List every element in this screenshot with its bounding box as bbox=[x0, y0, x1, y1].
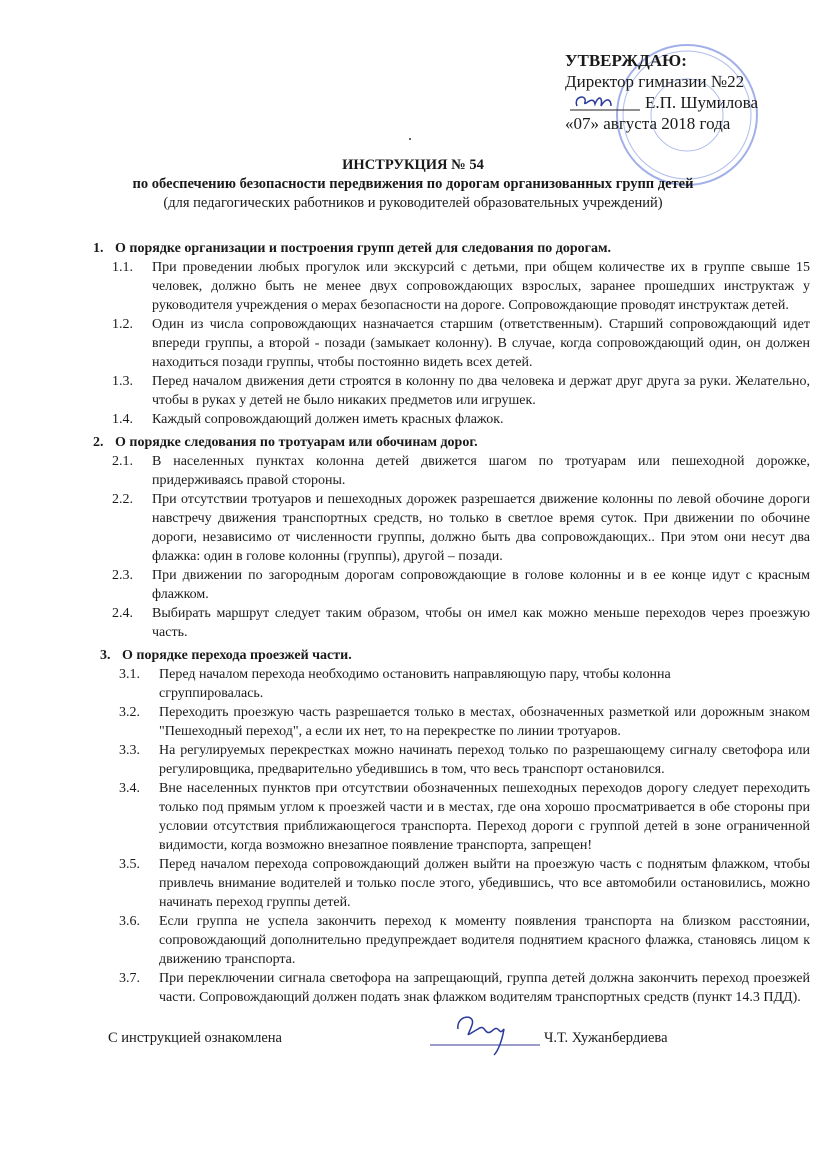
employee-signature bbox=[428, 1007, 543, 1057]
section-heading: 2. О порядке следования по тротуарам или обочинам дорог. bbox=[93, 435, 478, 450]
list-item: 3.1. Перед началом перехода необходимо остановить направляющую пару, чтобы колонна сгруппировалась. bbox=[119, 667, 671, 701]
list-item: 3.3. На регулируемых перекрестках можно начинать переход только по разрешающему сигналу светофора или регулировщика, предварительно убедившись в том, что весь транспорт остановился. bbox=[119, 743, 810, 777]
list-item: 3.2. Переходить проезжую часть разрешается только в местах, обозначенных разметкой или дорожным знаком "Пешеходный переход", а если их нет, то на перекрестке по линии тротуаров. bbox=[119, 705, 810, 739]
approval-title: УТВЕРЖДАЮ: bbox=[565, 51, 687, 70]
list-item: 2.3. При движении по загородным дорогам сопровождающие в голове колонны и в ее конце идут с красным флажком. bbox=[112, 568, 810, 602]
list-item: 3.5. Перед началом перехода сопровождающий должен выйти на проезжую часть с поднятым флажком, чтобы привлечь внимание водителей и только после этого, убедившись, что все автомобили остановились, можно начинать переход группы детей. bbox=[119, 857, 810, 910]
document-body bbox=[93, 239, 810, 1065]
section-2 bbox=[93, 433, 810, 642]
signer-name: Ч.Т. Хужанбердиева bbox=[544, 1030, 668, 1046]
document-title: ИНСТРУКЦИЯ № 54 bbox=[342, 157, 484, 173]
scan-dot bbox=[409, 138, 411, 140]
section-heading: 1. О порядке организации и построения групп детей для следования по дорогам. bbox=[93, 241, 612, 256]
list-item: 1.2. Один из числа сопровождающих назначается старшим (ответственным). Старший сопровождающий идет впереди группы, а второй - позади (замыкает колонну). В случае, когда сопровождающий один, он должен находиться позади группы, чтобы постоянно видеть всех детей. bbox=[112, 317, 810, 370]
list-item: 3.4. Вне населенных пунктов при отсутствии обозначенных пешеходных переходов дорогу следует переходить только под прямым углом к проезжей части и в местах, где она хорошо просматривается в обе стороны при условии отсутствия приближающегося транспорта. Переход дороги с группой детей в зоне ограниченной видимости, когда возможно внезапное появление транспорта, запрещен! bbox=[119, 781, 810, 853]
section-3 bbox=[100, 646, 810, 1007]
document-audience: (для педагогических работников и руководителей образовательных учреждений) bbox=[163, 195, 663, 211]
list-item: 2.2. При отсутствии тротуаров и пешеходных дорожек разрешается движение колонны по левой обочине дороги навстречу движения транспортных средств, но только в светлое время суток. При движении по обочине дороги, независимо от численности группы, должно быть два сопровождающих.. При этом они несут два флажка: один в голове колонны (группы), другой – позади. bbox=[112, 492, 810, 564]
footer bbox=[93, 1015, 810, 1065]
document-subtitle: по обеспечению безопасности передвижения по дорогам организованных групп детей bbox=[132, 176, 694, 192]
list-item: 2.1. В населенных пунктах колонна детей движется шагом по тротуарам или пешеходной дорожке, придерживаясь правой стороны. bbox=[112, 454, 810, 488]
list-item: 3.7. При переключении сигнала светофора на запрещающий, группа детей должна закончить переход проезжей части. Сопровождающий должен подать знак флажком водителям транспортных средств (пункт 14.3 ПДД). bbox=[119, 971, 810, 1005]
section-heading: 3. О порядке перехода проезжей части. bbox=[100, 648, 352, 663]
approval-name: Е.П. Шумилова bbox=[645, 93, 759, 112]
approval-position: Директор гимназии №22 bbox=[565, 72, 745, 91]
list-item: 2.4. Выбирать маршрут следует таким образом, чтобы он имел как можно меньше переходов через проезжую часть. bbox=[112, 606, 810, 640]
list-item: 3.6. Если группа не успела закончить переход к моменту появления транспорта на близком расстоянии, сопровождающий дополнительно предупреждает водителя поднятием красного флажка, становясь лицом к движению транспорта. bbox=[119, 914, 810, 967]
section-1 bbox=[93, 239, 810, 429]
list-item: 1.3. Перед началом движения дети строятся в колонну по два человека и держат друг друга за руки. Желательно, чтобы в руках у детей не было никаких предметов или игрушек. bbox=[112, 374, 810, 408]
list-item: 1.1. При проведении любых прогулок или экскурсий с детьми, при общем количестве их в группе свыше 15 человек, должно быть не менее двух сопровождающих взрослых, заранее прошедших инструктаж у руководителя учреждения о мерах безопасности на дороге. Сопровождающие проводят инструктаж детей. bbox=[112, 260, 810, 313]
document-title-block bbox=[0, 156, 826, 213]
acknowledged-label: С инструкцией ознакомлена bbox=[108, 1030, 282, 1046]
list-item: 1.4. Каждый сопровождающий должен иметь красных флажок. bbox=[112, 412, 504, 427]
approval-date: «07» августа 2018 года bbox=[565, 114, 731, 133]
director-signature bbox=[565, 88, 645, 118]
